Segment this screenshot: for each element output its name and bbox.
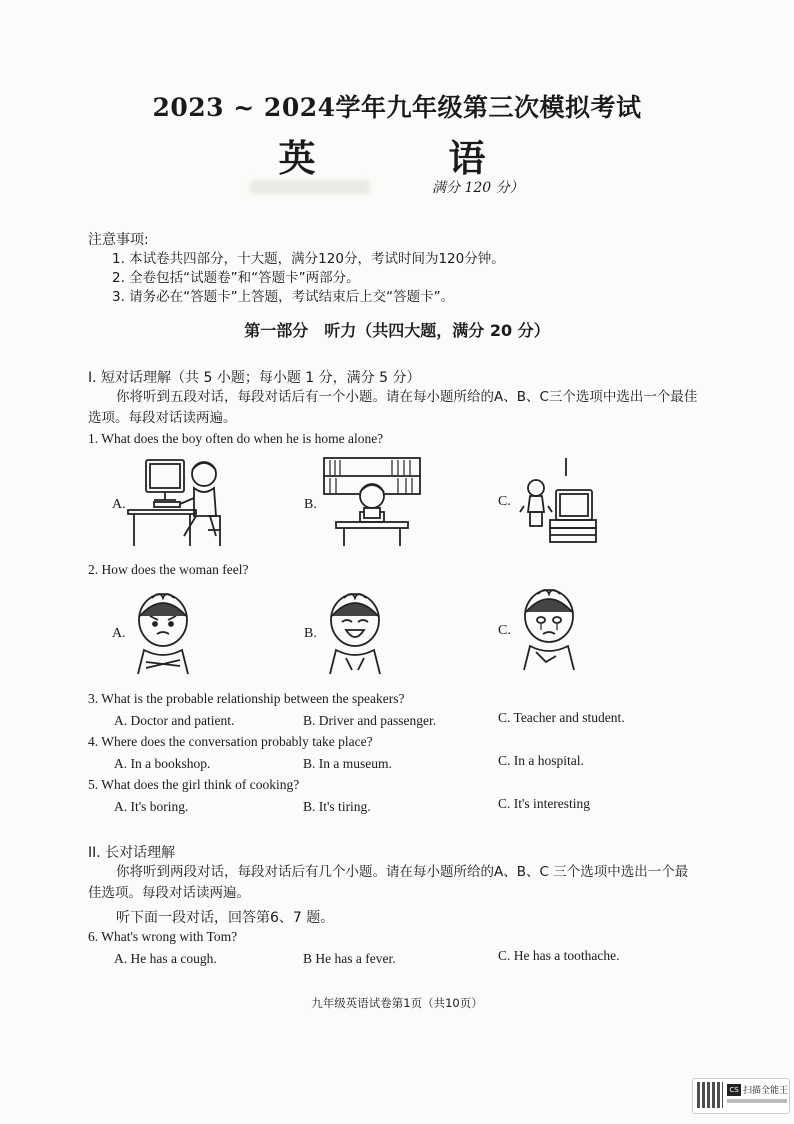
q4-option-b: B. In a museum.: [303, 756, 392, 771]
question-4: 4. Where does the conversation probably take place?: [88, 734, 373, 749]
cs-logo-icon: CS: [727, 1084, 741, 1096]
question-3: 3. What is the probable relationship between the speakers?: [88, 691, 405, 706]
q5-option-b: B. It's tiring.: [303, 799, 371, 814]
question-5: 5. What does the girl think of cooking?: [88, 777, 300, 792]
q2-label-b: B.: [304, 626, 317, 641]
angry-girl-image: [130, 586, 196, 676]
part1-title: 第一部分 听力（共四大题，满分 20 分）: [244, 321, 550, 340]
note-item: 1. 本试卷共四部分，十大题，满分120分，考试时间为120分钟。: [112, 251, 505, 267]
blurred-text: [250, 180, 370, 194]
q1-label-c: C.: [498, 494, 511, 509]
q6-option-b: B He has a fever.: [303, 951, 396, 966]
subject-title: 英 语: [278, 136, 546, 180]
qr-code-icon: [697, 1082, 723, 1108]
note-item: 2. 全卷包括“试题卷”和“答题卡”两部分。: [112, 270, 360, 286]
boy-computer-image: [124, 456, 228, 548]
section2-heading: II. 长对话理解: [88, 845, 176, 861]
q4-option-c: C. In a hospital.: [498, 753, 584, 768]
q5-option-a: A. It's boring.: [114, 799, 189, 814]
q3-option-b: B. Driver and passenger.: [303, 713, 437, 728]
sad-girl-image: [516, 582, 582, 672]
q2-label-c: C.: [498, 623, 511, 638]
q6-option-a: A. He has a cough.: [114, 951, 217, 966]
full-score: 满分 120 分）: [432, 180, 524, 196]
question-2: 2. How does the woman feel?: [88, 562, 249, 577]
q3-option-a: A. Doctor and patient.: [114, 713, 235, 728]
section2-instruction: 你将听到两段对话，每段对话后有几个小题。请在每小题所给的A、B、C 三个选项中选出一个最佳选项。每段对话读两遍。: [88, 864, 689, 901]
page-footer: 九年级英语试卷第1页（共10页）: [311, 996, 483, 1010]
boy-reading-image: [322, 456, 422, 548]
scanner-subtext: [727, 1099, 787, 1103]
section1-instruction: 你将听到五段对话，每段对话后有一个小题。请在每小题所给的A、B、C三个选项中选出一个最佳选项。每段对话读两遍。: [88, 389, 698, 426]
q1-label-a: A.: [112, 497, 126, 512]
question-6: 6. What's wrong with Tom?: [88, 929, 238, 944]
notes-title: 注意事项:: [88, 232, 149, 248]
scanner-name: 扫描全能王: [743, 1086, 789, 1096]
exam-title: 2023 ~ 2024学年九年级第三次模拟考试: [152, 93, 642, 122]
section2-sub: 听下面一段对话，回答第6、7 题。: [116, 910, 335, 926]
note-item: 3. 请务必在“答题卡”上答题，考试结束后上交“答题卡”。: [112, 289, 455, 305]
boy-tv-image: [516, 456, 598, 548]
question-1: 1. What does the boy often do when he is home alone?: [88, 431, 384, 446]
happy-girl-image: [322, 586, 388, 676]
q6-option-c: C. He has a toothache.: [498, 948, 620, 963]
scanner-badge: [692, 1078, 790, 1114]
q4-option-a: A. In a bookshop.: [114, 756, 211, 771]
q5-option-c: C. It's interesting: [498, 796, 591, 811]
q1-label-b: B.: [304, 497, 317, 512]
q2-label-a: A.: [112, 626, 126, 641]
q3-option-c: C. Teacher and student.: [498, 710, 625, 725]
section1-heading: Ⅰ. 短对话理解（共 5 小题；每小题 1 分，满分 5 分）: [88, 370, 421, 386]
